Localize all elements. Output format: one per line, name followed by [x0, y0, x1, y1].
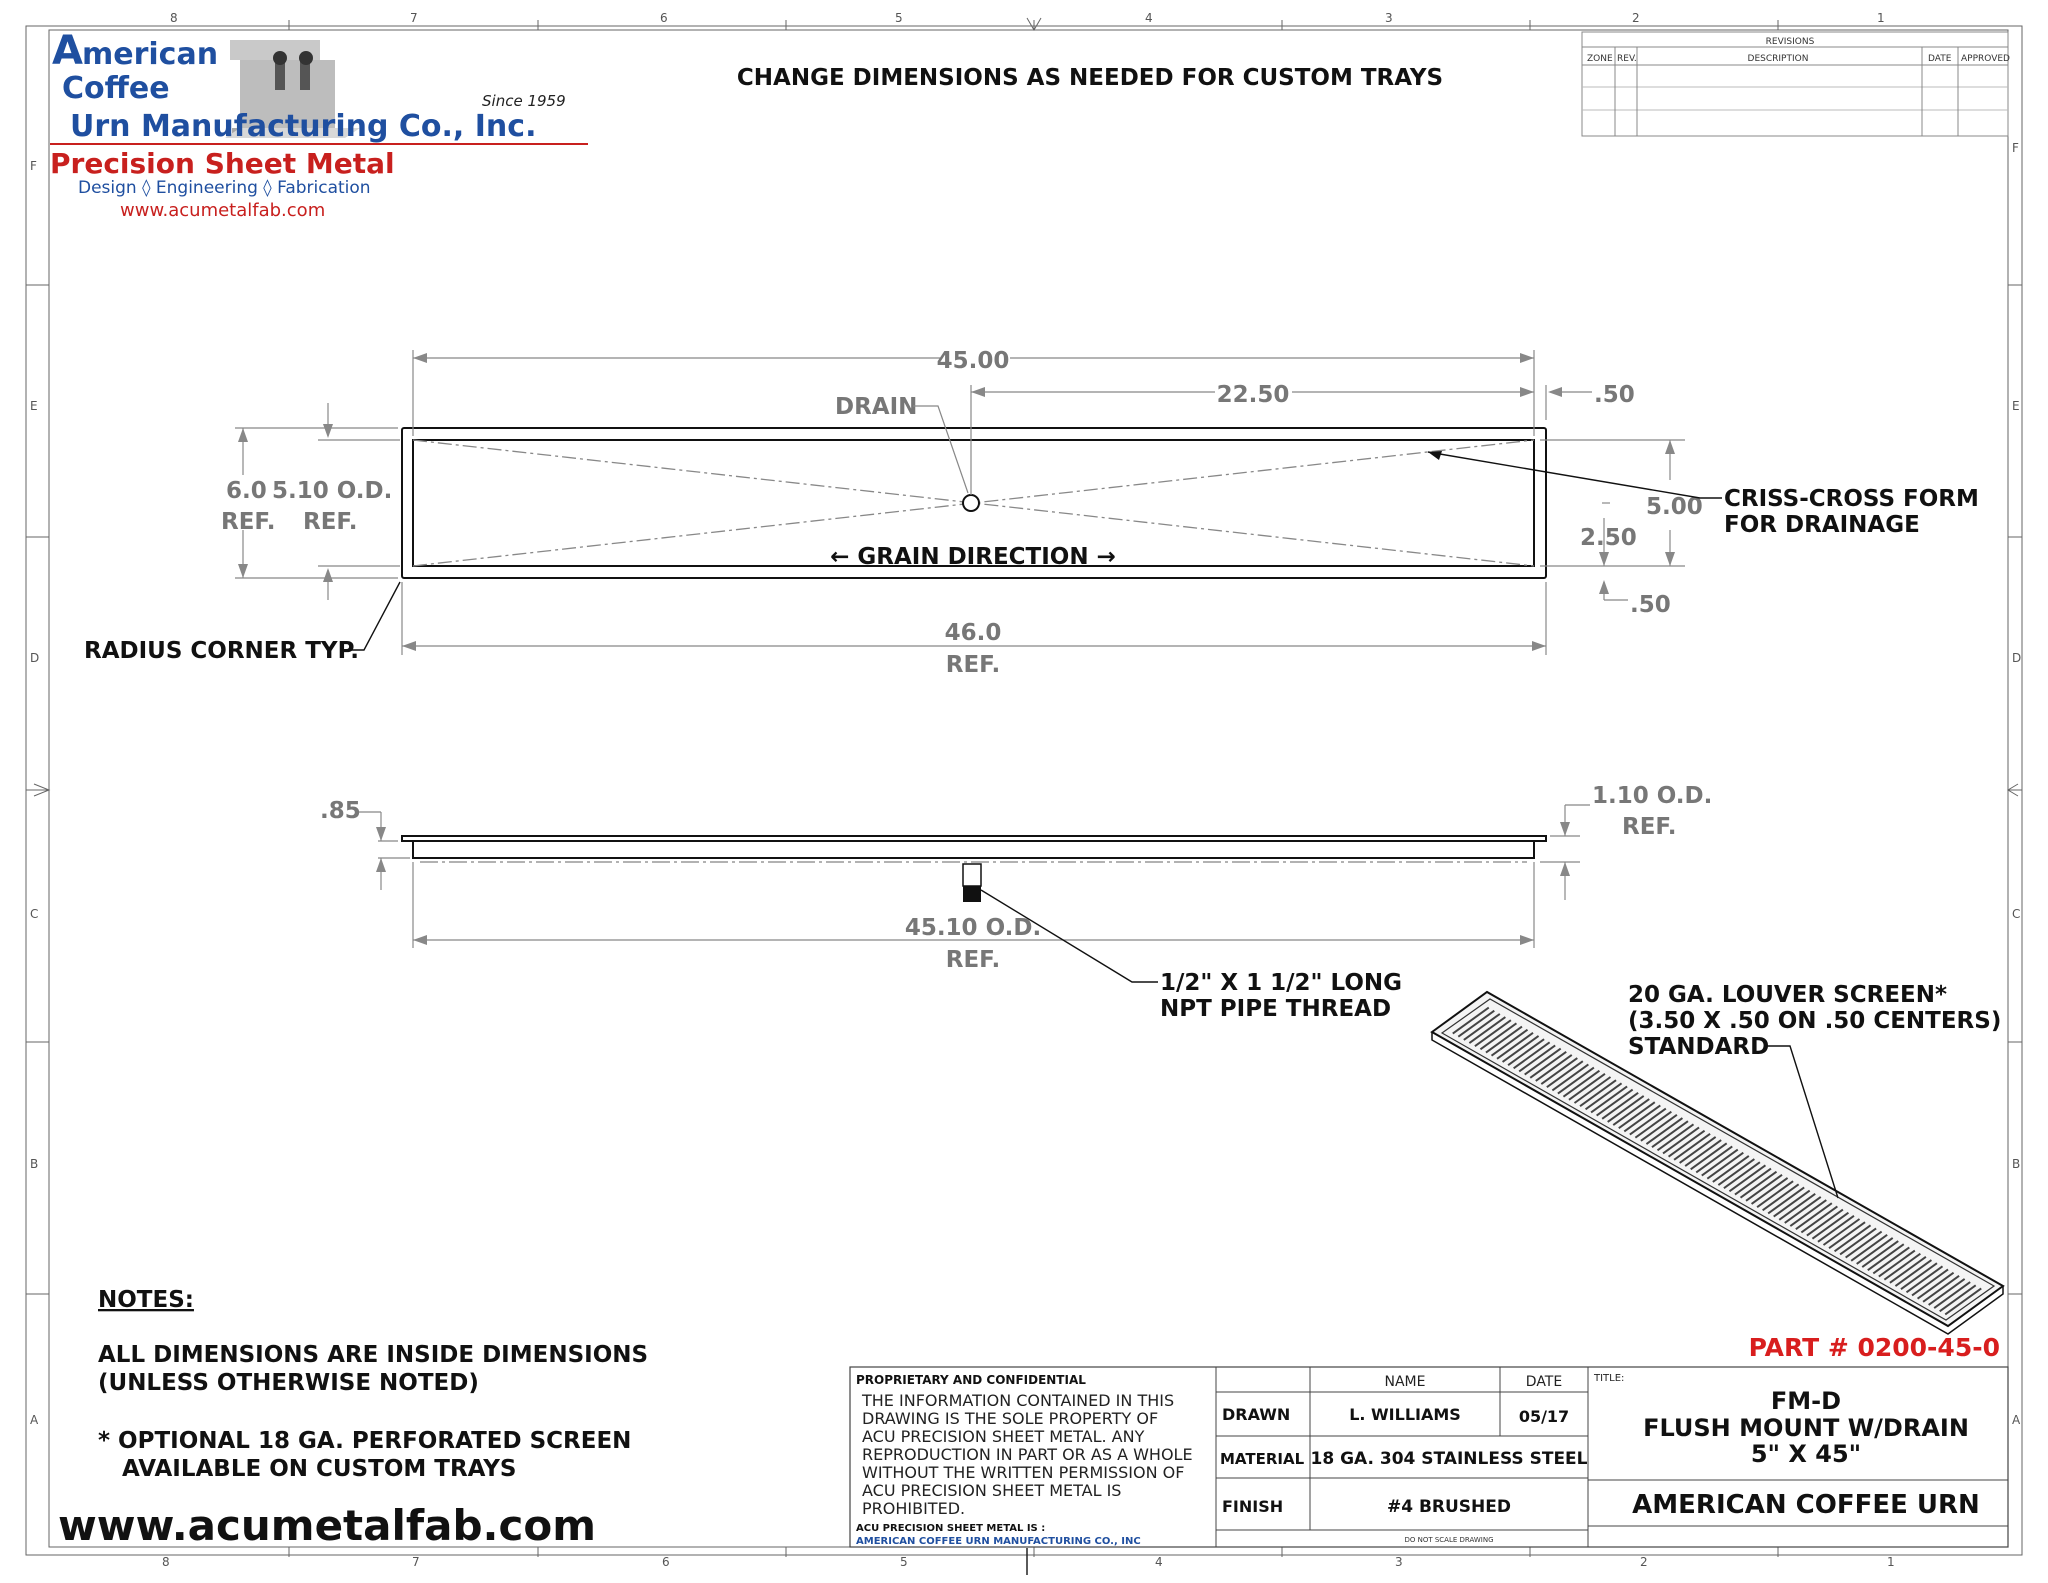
- company-logo: [50, 28, 588, 221]
- zone-row-a: A: [30, 1413, 39, 1427]
- drawn-date: 05/17: [1518, 1407, 1570, 1426]
- title-line3: 5" X 45": [1750, 1440, 1862, 1468]
- zone-row-a-right: A: [2012, 1413, 2021, 1427]
- thread-note-line1: 1/2" X 1 1/2" LONG: [1160, 970, 1403, 996]
- zone-row-b: B: [30, 1157, 39, 1171]
- logo-initial-a: A: [52, 28, 83, 74]
- dim-outer-length-ref: REF.: [945, 652, 1001, 678]
- proprietary-line-5: WITHOUT THE WRITTEN PERMISSION OF: [862, 1463, 1185, 1482]
- zone-row-c-right: C: [2012, 907, 2021, 921]
- rev-col-zone: ZONE: [1587, 54, 1613, 64]
- side-view: [320, 783, 1712, 1022]
- note2-line1: * OPTIONAL 18 GA. PERFORATED SCREEN: [98, 1428, 632, 1454]
- zone-row-e: E: [30, 399, 38, 413]
- acu-is-label: ACU PRECISION SHEET METAL IS :: [856, 1523, 1046, 1534]
- zone-row-d: D: [30, 651, 40, 665]
- zone-row-c: C: [30, 907, 39, 921]
- proprietary-line-2: DRAWING IS THE SOLE PROPERTY OF: [862, 1409, 1159, 1428]
- note1-line1: ALL DIMENSIONS ARE INSIDE DIMENSIONS: [98, 1342, 649, 1368]
- acu-company: AMERICAN COFFEE URN MANUFACTURING CO., INC: [856, 1536, 1141, 1547]
- zone-row-f-right: F: [2012, 141, 2019, 155]
- zone-row-d-right: D: [2012, 651, 2022, 665]
- logo-tagline: Precision Sheet Metal: [50, 147, 395, 180]
- rev-col-description: DESCRIPTION: [1747, 54, 1809, 64]
- notes-heading: NOTES:: [98, 1287, 194, 1313]
- proprietary-line-7: PROHIBITED.: [862, 1499, 966, 1518]
- rev-col-approved: APPROVED: [1961, 54, 2010, 64]
- do-not-scale: DO NOT SCALE DRAWING: [1404, 1536, 1494, 1544]
- zone-col-3-bottom: 3: [1395, 1555, 1403, 1569]
- zone-row-b-right: B: [2012, 1157, 2021, 1171]
- title-line2: FLUSH MOUNT W/DRAIN: [1643, 1414, 1969, 1442]
- dim-od-depth: 1.10 O.D.: [1592, 783, 1713, 809]
- zone-col-2: 2: [1632, 11, 1640, 25]
- dim-outer-height-ref: REF.: [221, 509, 276, 535]
- rev-col-rev: REV.: [1617, 54, 1637, 64]
- part-number: PART # 0200-45-0: [1748, 1333, 2000, 1362]
- logo-line3: Urn Manufacturing Co., Inc.: [70, 109, 537, 144]
- notes: [98, 1287, 648, 1482]
- dim-half-height: 2.50: [1580, 525, 1637, 551]
- company-name: AMERICAN COFFEE URN: [1632, 1490, 1980, 1520]
- proprietary-heading: PROPRIETARY AND CONFIDENTIAL: [856, 1373, 1086, 1387]
- material-value: 18 GA. 304 STAINLESS STEEL: [1310, 1449, 1588, 1469]
- zone-col-5-bottom: 5: [900, 1555, 908, 1569]
- screen-note-line3: STANDARD: [1628, 1034, 1770, 1060]
- title-block: [850, 1367, 2008, 1547]
- material-label: MATERIAL: [1220, 1450, 1305, 1468]
- date-header: DATE: [1525, 1374, 1563, 1390]
- zone-col-4-bottom: 4: [1155, 1555, 1163, 1569]
- dim-outer-length: 46.0: [944, 620, 1002, 646]
- page-title: CHANGE DIMENSIONS AS NEEDED FOR CUSTOM TRAYS: [736, 65, 1444, 91]
- screen-note-line1: 20 GA. LOUVER SCREEN*: [1628, 982, 1948, 1008]
- revisions-title: REVISIONS: [1765, 37, 1815, 47]
- zone-col-3: 3: [1385, 11, 1393, 25]
- zone-col-6-bottom: 6: [662, 1555, 670, 1569]
- zone-row-f: F: [30, 159, 37, 173]
- zone-col-2-bottom: 2: [1640, 1555, 1648, 1569]
- dim-flange-bottom: .50: [1630, 592, 1671, 618]
- dim-flange-right: .50: [1594, 382, 1635, 408]
- zone-col-8: 8: [170, 11, 178, 25]
- dim-od-length-ref: REF.: [945, 947, 1001, 973]
- dim-inner-height: 5.00: [1646, 494, 1703, 520]
- revisions-block: [1582, 32, 2010, 136]
- zone-col-7-bottom: 7: [412, 1555, 420, 1569]
- drain-label: DRAIN: [835, 394, 918, 420]
- dim-overall-length: 45.00: [936, 348, 1010, 374]
- title-line1: FM-D: [1770, 1387, 1842, 1415]
- zone-col-5: 5: [895, 11, 903, 25]
- isometric-view: [1432, 982, 2003, 1334]
- drawn-label: DRAWN: [1222, 1405, 1291, 1424]
- zone-col-4: 4: [1145, 11, 1153, 25]
- thread-note-line2: NPT PIPE THREAD: [1160, 996, 1392, 1022]
- zone-col-8-bottom: 8: [162, 1555, 170, 1569]
- logo-line1-rest: merican: [82, 37, 219, 72]
- finish-label: FINISH: [1222, 1497, 1284, 1516]
- dim-od-length: 45.10 O.D.: [904, 915, 1042, 941]
- crisscross-note-line1: CRISS-CROSS FORM: [1724, 486, 1979, 512]
- zone-col-6: 6: [660, 11, 668, 25]
- logo-line2: Coffee: [62, 71, 170, 106]
- radius-corner-note: RADIUS CORNER TYP.: [84, 638, 359, 664]
- drain-hole: [963, 495, 979, 511]
- zone-row-e-right: E: [2012, 399, 2020, 413]
- dim-od-depth-ref: REF.: [1622, 814, 1677, 840]
- top-view: [84, 348, 1979, 678]
- name-header: NAME: [1384, 1374, 1426, 1390]
- logo-since: Since 1959: [482, 92, 566, 110]
- dim-depth: .85: [320, 798, 361, 824]
- note1-line2: (UNLESS OTHERWISE NOTED): [98, 1370, 479, 1396]
- screen-note-line2: (3.50 X .50 ON .50 CENTERS): [1628, 1008, 2002, 1034]
- zone-col-1-bottom: 1: [1887, 1555, 1895, 1569]
- dim-half-length: 22.50: [1216, 382, 1290, 408]
- finish-value: #4 BRUSHED: [1386, 1497, 1512, 1517]
- dim-outer-height: 6.0: [226, 478, 267, 504]
- logo-services: Design ◊ Engineering ◊ Fabrication: [78, 178, 371, 198]
- logo-url: www.acumetalfab.com: [120, 200, 326, 221]
- drawn-name: L. WILLIAMS: [1349, 1405, 1461, 1424]
- proprietary-line-3: ACU PRECISION SHEET METAL. ANY: [862, 1427, 1145, 1446]
- rev-col-date: DATE: [1928, 54, 1952, 64]
- proprietary-line-4: REPRODUCTION IN PART OR AS A WHOLE: [862, 1445, 1193, 1464]
- proprietary-line-6: ACU PRECISION SHEET METAL IS: [862, 1481, 1122, 1500]
- zone-col-1: 1: [1877, 11, 1885, 25]
- dim-od-height: 5.10 O.D.: [272, 478, 393, 504]
- zone-labels: [30, 11, 2021, 1569]
- dim-od-height-ref: REF.: [303, 509, 358, 535]
- title-label: TITLE:: [1594, 1373, 1625, 1384]
- proprietary-line-1: THE INFORMATION CONTAINED IN THIS: [862, 1391, 1175, 1410]
- note2-line2: AVAILABLE ON CUSTOM TRAYS: [122, 1456, 517, 1482]
- crisscross-note-line2: FOR DRAINAGE: [1724, 512, 1920, 538]
- zone-col-7: 7: [410, 11, 418, 25]
- footer-url: www.acumetalfab.com: [58, 1501, 597, 1550]
- grain-direction: ← GRAIN DIRECTION →: [830, 544, 1116, 570]
